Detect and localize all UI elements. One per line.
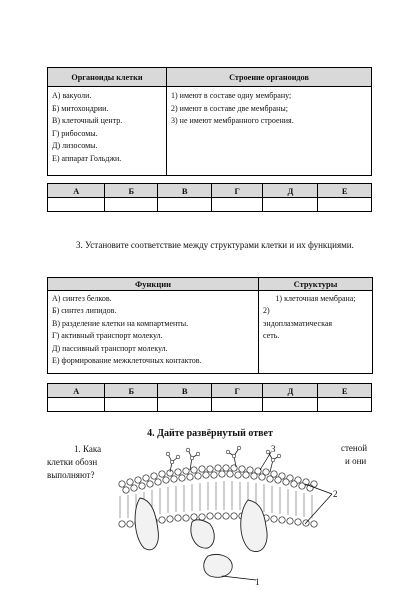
list-item: сеть. — [263, 331, 280, 341]
grid-header-b: Б — [105, 384, 158, 398]
list-item: Д) пассивный транспорт молекул. — [52, 343, 168, 353]
table-header-functions: Функции — [48, 278, 259, 291]
answer-cell[interactable] — [48, 398, 105, 412]
list-item: А) синтез белков. — [52, 294, 112, 303]
task4-line1-right: стеной — [341, 443, 368, 453]
answer-cell[interactable] — [158, 398, 212, 412]
task4-line3: выполняют? — [47, 470, 95, 480]
answer-cell[interactable] — [158, 198, 212, 212]
answer-cell[interactable] — [318, 198, 372, 212]
grid-header-e: Е — [318, 184, 372, 198]
answer-cell[interactable] — [263, 198, 318, 212]
figure-label-3: 3 — [271, 444, 276, 454]
grid-header-d: Д — [263, 384, 318, 398]
organoids-list-cell — [48, 87, 167, 176]
functions-list-cell — [48, 291, 259, 374]
task4-line2-right: и они — [345, 456, 367, 466]
table-header-structures: Структуры — [259, 278, 373, 291]
answer-cell[interactable] — [48, 198, 105, 212]
organoids-structure-table — [47, 67, 372, 176]
list-item: В) разделение клетки на компартменты. — [52, 318, 189, 328]
list-item: Г) рибосомы. — [52, 128, 98, 138]
list-item: эндоплазматическая — [263, 318, 333, 328]
list-item: А) вакуоли. — [52, 91, 92, 100]
structures-list-cell — [259, 291, 373, 374]
answer-cell[interactable] — [105, 398, 158, 412]
grid-header-d: Д — [263, 184, 318, 198]
list-item: Е) формирование межклеточных контактов. — [52, 356, 202, 366]
answer-cell[interactable] — [211, 398, 263, 412]
list-item: Б) синтез липидов. — [52, 306, 117, 316]
answer-cell[interactable] — [318, 398, 372, 412]
task3-number: 3. — [76, 240, 83, 250]
answer-grid-task2 — [47, 183, 372, 212]
answer-cell[interactable] — [105, 198, 158, 212]
task3-question — [47, 239, 373, 252]
grid-header-a: А — [48, 184, 105, 198]
answer-cell[interactable] — [263, 398, 318, 412]
grid-header-g: Г — [211, 384, 263, 398]
grid-header-g: Г — [211, 184, 263, 198]
grid-header-v: В — [158, 184, 212, 198]
list-item: 2) имеют в составе две мембраны; — [171, 103, 288, 113]
table-header-structure: Строение органоидов — [167, 68, 372, 87]
grid-header-e: Е — [318, 384, 372, 398]
list-item: Г) активный транспорт молекул. — [52, 331, 163, 341]
figure-label-2: 2 — [333, 489, 338, 499]
grid-header-a: А — [48, 384, 105, 398]
task4-heading: 4. Дайте развёрнутый ответ — [147, 428, 273, 439]
task4-number: 1. — [74, 444, 81, 454]
grid-header-v: В — [158, 384, 212, 398]
task3-text: Установите соответствие между структурами клетки и их функциями. — [85, 240, 354, 250]
cell-membrane-illustration — [110, 440, 335, 590]
table-header-organoids: Органоиды клетки — [48, 68, 167, 87]
answer-grid-task3 — [47, 383, 372, 412]
list-item: Д) лизосомы. — [52, 141, 98, 151]
structures-list-cell — [167, 87, 372, 176]
list-item: 3) не имеют мембранного строения. — [171, 116, 294, 126]
grid-header-b: Б — [105, 184, 158, 198]
list-item: 1) имеют в составе одну мембрану; — [171, 91, 292, 100]
list-item: Б) митохондрии. — [52, 103, 109, 113]
list-item: Е) аппарат Гольджи. — [52, 153, 122, 163]
answer-cell[interactable] — [211, 198, 263, 212]
task4-line2-left: клетки обозн — [47, 457, 98, 467]
functions-structures-table — [47, 277, 373, 374]
list-item: 2) — [263, 306, 270, 316]
figure-label-1: 1 — [255, 577, 260, 587]
list-item: 1) клеточная мембрана; — [275, 294, 356, 303]
list-item: В) клеточный центр. — [52, 116, 123, 126]
task4-line1-left: Кака — [83, 444, 102, 454]
